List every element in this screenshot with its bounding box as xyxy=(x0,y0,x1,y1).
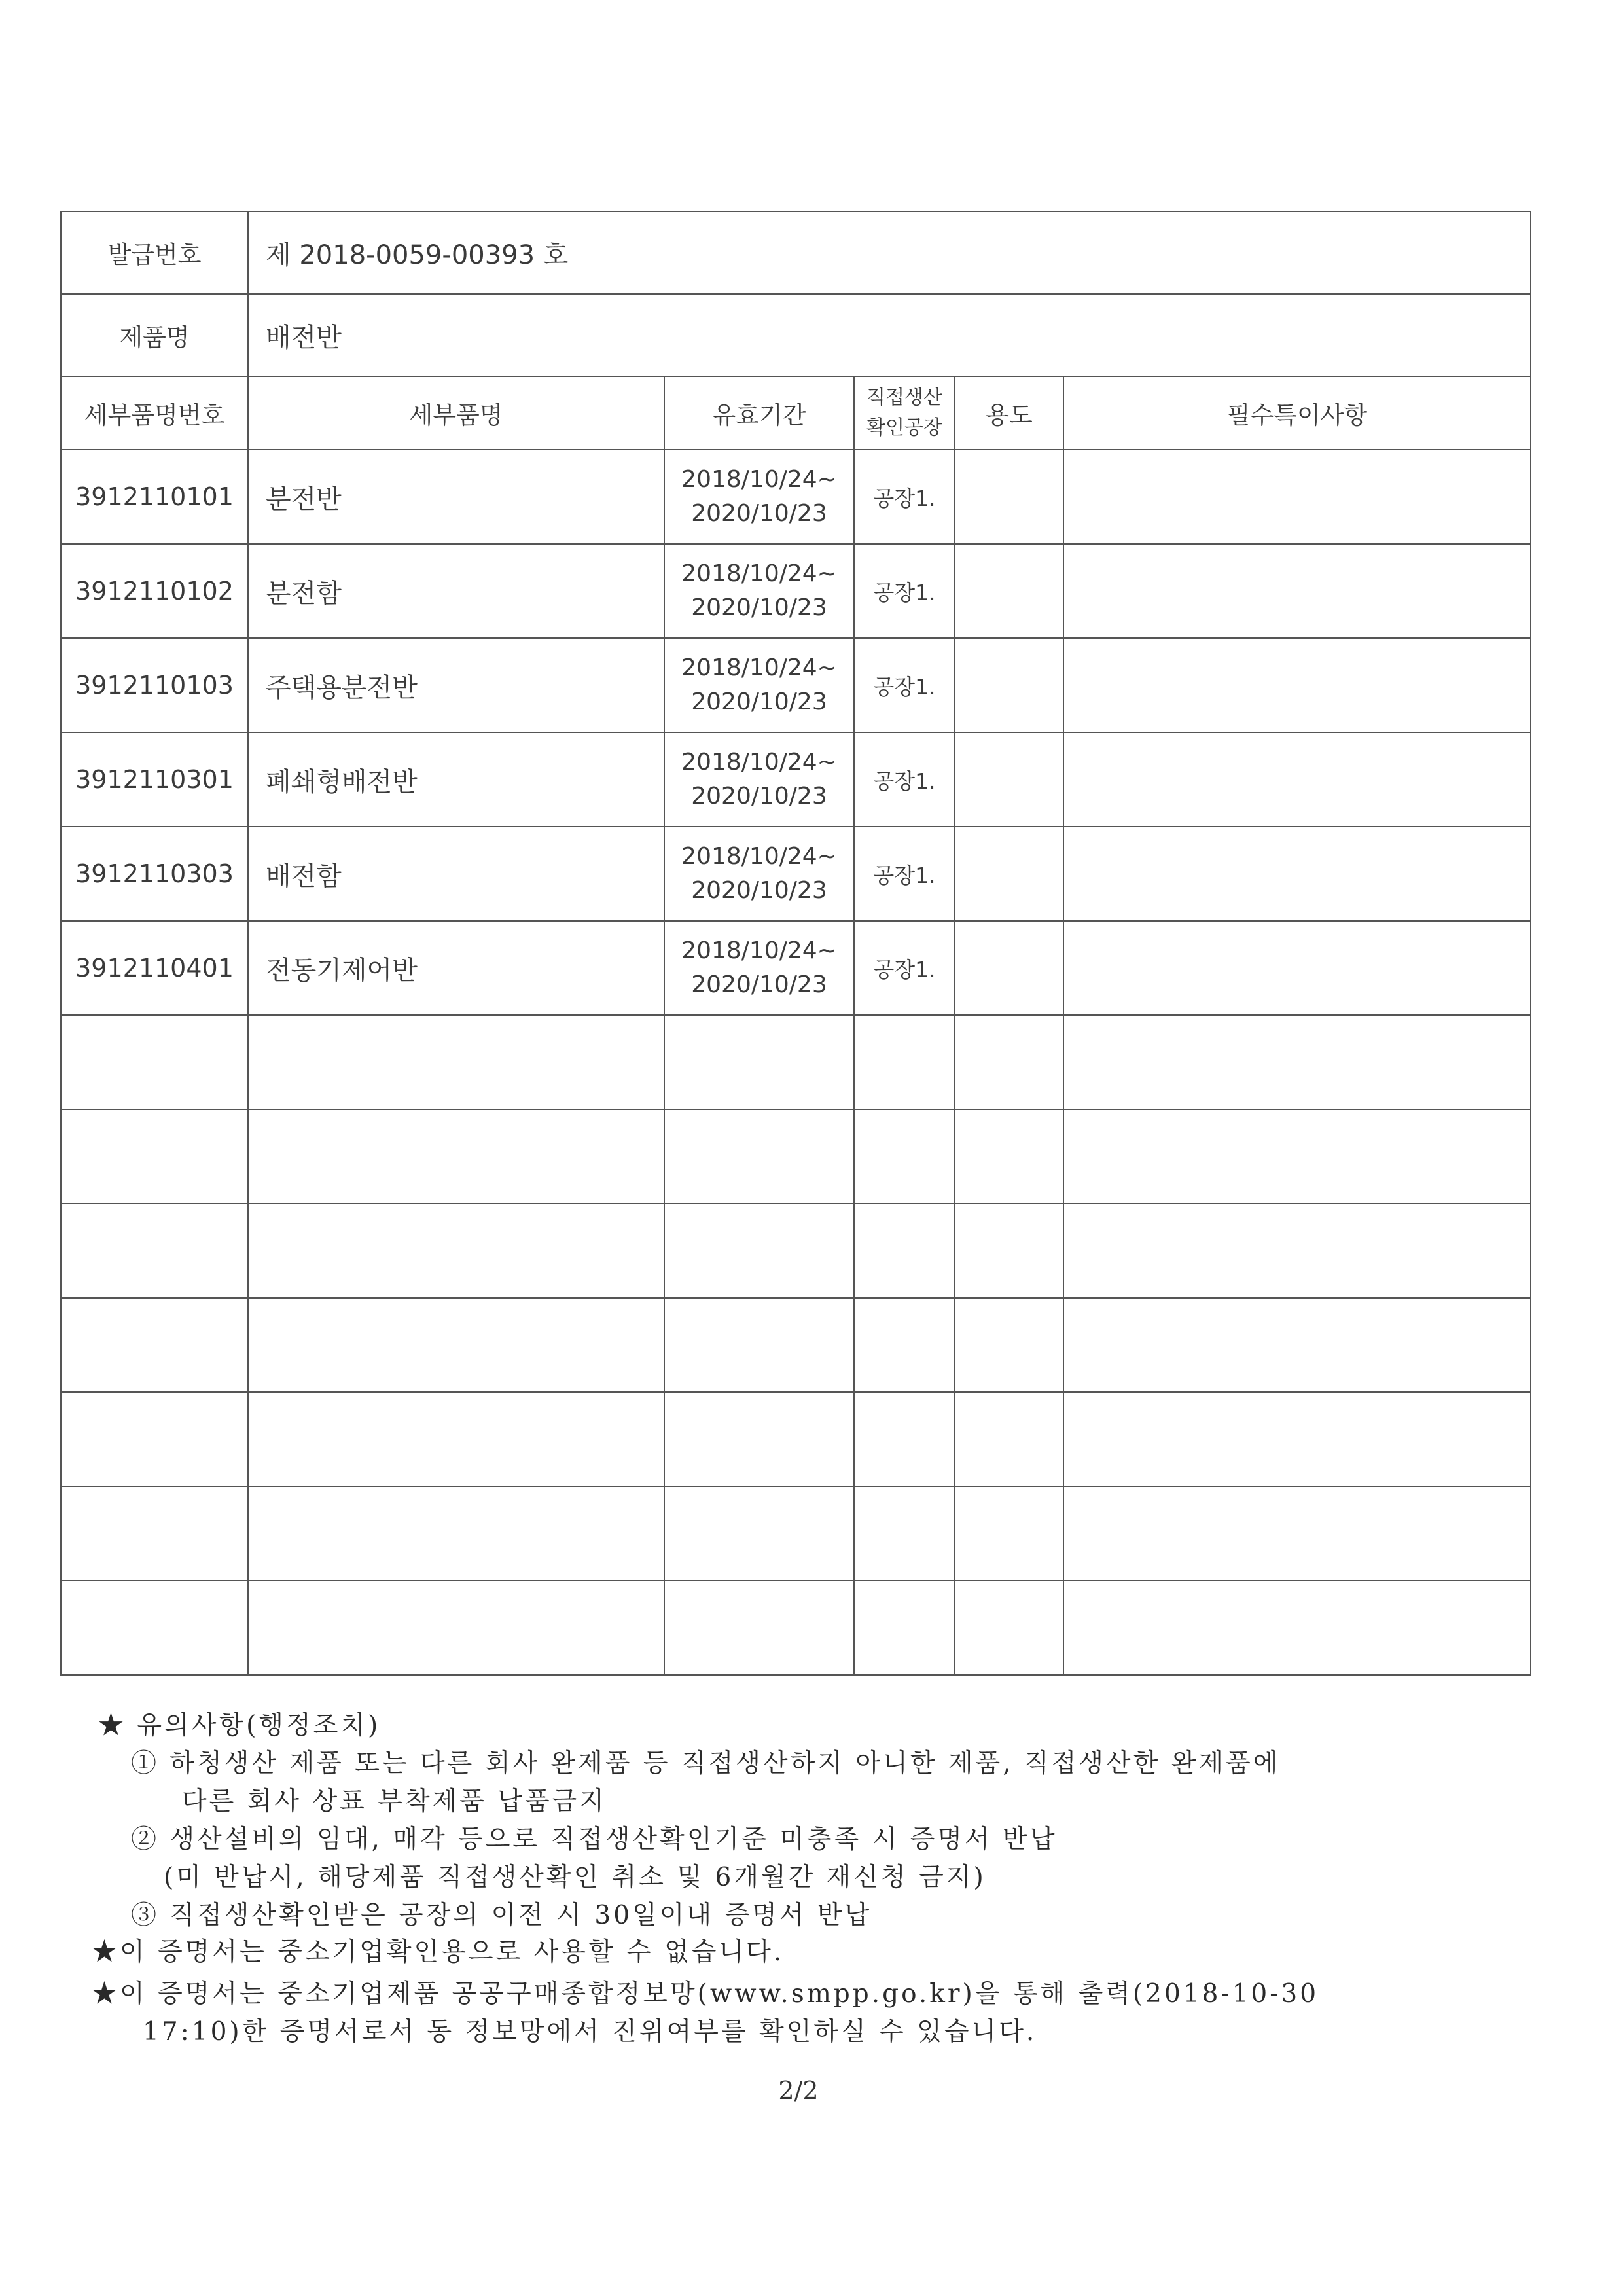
item-name: 폐쇄형배전반 xyxy=(248,732,664,827)
product-name-label: 제품명 xyxy=(61,294,248,376)
period-end: 2020/10/23 xyxy=(691,500,827,527)
item-code: 3912110301 xyxy=(61,732,248,827)
empty-cell xyxy=(955,1298,1063,1392)
item-factory: 공장1. xyxy=(854,921,955,1015)
issue-number-label: 발급번호 xyxy=(61,211,248,294)
header-factory-line2: 확인공장 xyxy=(866,416,942,439)
item-period xyxy=(664,827,854,921)
empty-row xyxy=(61,1204,1531,1298)
empty-row xyxy=(61,1486,1531,1581)
empty-cell xyxy=(664,1109,854,1204)
empty-cell xyxy=(61,1109,248,1204)
empty-cell xyxy=(1063,1392,1531,1486)
item-period xyxy=(664,921,854,1015)
empty-cell xyxy=(664,1392,854,1486)
header-period: 유효기간 xyxy=(664,376,854,450)
empty-cell xyxy=(248,1486,664,1581)
item-usage xyxy=(955,638,1063,732)
item-name: 주택용분전반 xyxy=(248,638,664,732)
header-usage: 용도 xyxy=(955,376,1063,450)
period-start: 2018/10/24~ xyxy=(681,843,837,870)
item-notes xyxy=(1063,732,1531,827)
table-row xyxy=(61,544,1531,638)
table-row xyxy=(61,732,1531,827)
item-period xyxy=(664,544,854,638)
item-factory: 공장1. xyxy=(854,544,955,638)
empty-cell xyxy=(248,1392,664,1486)
item-usage xyxy=(955,732,1063,827)
empty-cell xyxy=(1063,1109,1531,1204)
notice-statement-2: ★이 증명서는 중소기업제품 공공구매종합정보망(www.smpp.go.kr)을 통해 출력(2018-10-30 xyxy=(92,1979,1319,2009)
item-usage xyxy=(955,450,1063,544)
empty-cell xyxy=(854,1298,955,1392)
period-start: 2018/10/24~ xyxy=(681,560,837,587)
empty-cell xyxy=(1063,1015,1531,1109)
header-notes: 필수특이사항 xyxy=(1063,376,1531,450)
item-factory: 공장1. xyxy=(854,638,955,732)
empty-row xyxy=(61,1109,1531,1204)
period-end: 2020/10/23 xyxy=(691,971,827,998)
item-usage xyxy=(955,544,1063,638)
empty-cell xyxy=(854,1204,955,1298)
empty-cell xyxy=(61,1204,248,1298)
table-row xyxy=(61,638,1531,732)
item-period xyxy=(664,638,854,732)
empty-cell xyxy=(854,1015,955,1109)
header-name: 세부품명 xyxy=(248,376,664,450)
item-code: 3912110401 xyxy=(61,921,248,1015)
item-notes xyxy=(1063,450,1531,544)
empty-cell xyxy=(1063,1204,1531,1298)
empty-cell xyxy=(664,1015,854,1109)
item-name: 배전함 xyxy=(248,827,664,921)
product-name-value: 배전반 xyxy=(248,294,1531,376)
empty-cell xyxy=(955,1015,1063,1109)
item-code: 3912110101 xyxy=(61,450,248,544)
empty-cell xyxy=(664,1581,854,1675)
notice-item-2: ② 생산설비의 임대, 매각 등으로 직접생산확인기준 미충족 시 증명서 반납 xyxy=(131,1825,1058,1854)
table-row xyxy=(61,921,1531,1015)
empty-cell xyxy=(248,1109,664,1204)
issue-number-value: 제 2018-0059-00393 호 xyxy=(248,211,1531,294)
period-end: 2020/10/23 xyxy=(691,877,827,904)
item-name: 분전반 xyxy=(248,450,664,544)
item-usage xyxy=(955,921,1063,1015)
period-end: 2020/10/23 xyxy=(691,689,827,715)
period-start: 2018/10/24~ xyxy=(681,937,837,964)
notice-statement-2-cont: 17:10)한 증명서로서 동 정보망에서 진위여부를 확인하실 수 있습니다. xyxy=(143,2017,1037,2047)
notice-item-3: ③ 직접생산확인받은 공장의 이전 시 30일이내 증명서 반납 xyxy=(131,1901,872,1930)
item-notes xyxy=(1063,638,1531,732)
table-row xyxy=(61,450,1531,544)
item-usage xyxy=(955,827,1063,921)
product-name-row xyxy=(61,294,1531,376)
item-period xyxy=(664,732,854,827)
page-number: 2/2 xyxy=(778,2076,819,2105)
empty-cell xyxy=(955,1204,1063,1298)
empty-cell xyxy=(955,1486,1063,1581)
empty-row xyxy=(61,1298,1531,1392)
item-code: 3912110102 xyxy=(61,544,248,638)
period-end: 2020/10/23 xyxy=(691,783,827,810)
empty-cell xyxy=(664,1486,854,1581)
header-code: 세부품명번호 xyxy=(61,376,248,450)
empty-cell xyxy=(955,1581,1063,1675)
empty-cell xyxy=(248,1204,664,1298)
item-factory: 공장1. xyxy=(854,450,955,544)
item-code: 3912110303 xyxy=(61,827,248,921)
empty-row xyxy=(61,1015,1531,1109)
empty-cell xyxy=(664,1204,854,1298)
item-factory: 공장1. xyxy=(854,732,955,827)
certificate-table xyxy=(60,211,1531,1676)
notice-item-2-cont: (미 반납시, 해당제품 직접생산확인 취소 및 6개월간 재신청 금지) xyxy=(164,1863,986,1892)
empty-cell xyxy=(61,1298,248,1392)
period-start: 2018/10/24~ xyxy=(681,749,837,776)
empty-cell xyxy=(854,1581,955,1675)
table-row xyxy=(61,827,1531,921)
item-period xyxy=(664,450,854,544)
empty-cell xyxy=(1063,1581,1531,1675)
notice-item-1-cont: 다른 회사 상표 부착제품 납품금지 xyxy=(182,1787,607,1816)
column-header-row xyxy=(61,376,1531,450)
empty-cell xyxy=(61,1015,248,1109)
item-notes xyxy=(1063,921,1531,1015)
empty-cell xyxy=(955,1392,1063,1486)
item-name: 전동기제어반 xyxy=(248,921,664,1015)
item-notes xyxy=(1063,544,1531,638)
empty-cell xyxy=(1063,1298,1531,1392)
period-end: 2020/10/23 xyxy=(691,594,827,621)
empty-cell xyxy=(61,1581,248,1675)
empty-cell xyxy=(664,1298,854,1392)
empty-cell xyxy=(248,1015,664,1109)
notice-statement-1: ★이 증명서는 중소기업확인용으로 사용할 수 없습니다. xyxy=(92,1937,785,1967)
empty-cell xyxy=(854,1109,955,1204)
item-notes xyxy=(1063,827,1531,921)
issue-number-row xyxy=(61,211,1531,294)
period-start: 2018/10/24~ xyxy=(681,655,837,681)
empty-cell xyxy=(1063,1486,1531,1581)
empty-cell xyxy=(248,1581,664,1675)
notice-title: ★ 유의사항(행정조치) xyxy=(98,1711,381,1740)
header-factory-line1: 직접생산 xyxy=(866,386,942,409)
empty-cell xyxy=(955,1109,1063,1204)
period-start: 2018/10/24~ xyxy=(681,466,837,493)
empty-row xyxy=(61,1581,1531,1675)
empty-cell xyxy=(61,1392,248,1486)
empty-cell xyxy=(854,1486,955,1581)
empty-cell xyxy=(854,1392,955,1486)
item-name: 분전함 xyxy=(248,544,664,638)
item-factory: 공장1. xyxy=(854,827,955,921)
empty-row xyxy=(61,1392,1531,1486)
empty-cell xyxy=(248,1298,664,1392)
item-code: 3912110103 xyxy=(61,638,248,732)
notice-item-1: ① 하청생산 제품 또는 다른 회사 완제품 등 직접생산하지 아니한 제품, 직접생산한 완제품에 xyxy=(131,1749,1281,1778)
header-factory xyxy=(854,376,955,450)
empty-cell xyxy=(61,1486,248,1581)
